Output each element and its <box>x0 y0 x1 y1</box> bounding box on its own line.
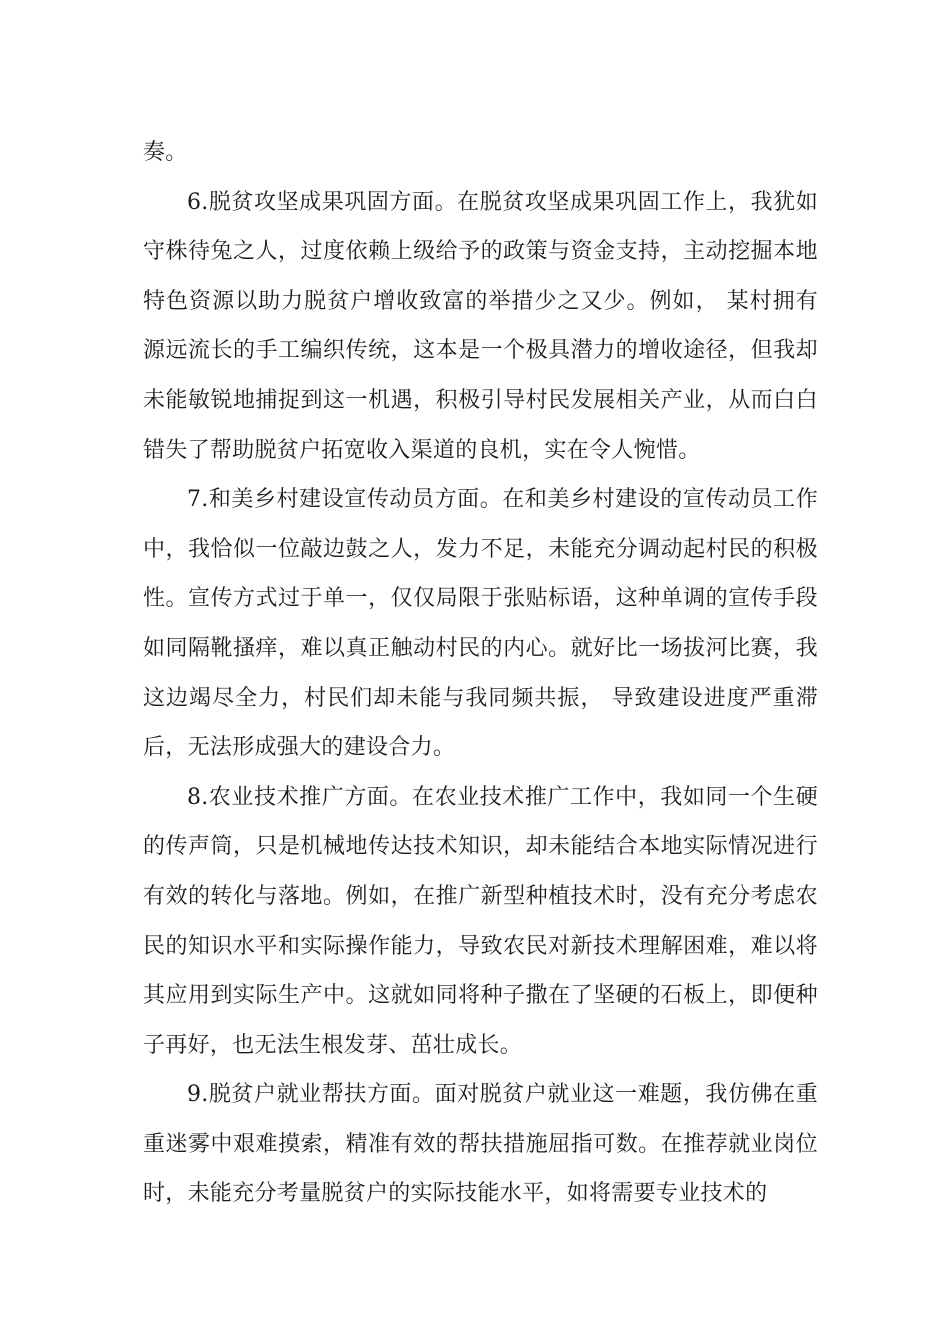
paragraph-8: 8.农业技术推广方面。在农业技术推广工作中，我如同一个生硬的传声筒，只是机械地传达技术知识，却未能结合本地实际情况进行有效的转化与落地。例如，在推广新型种植技术时，没有充分考虑农民的知识水平和实际操作能力，导致农民对新技术理解困难，难以将其应用到实际生产中。这就如同将种子撒在了坚硬的石板上，即便种子再好，也无法生根发芽、茁壮成长。 <box>143 784 818 1058</box>
paragraph-6: 6.脱贫攻坚成果巩固方面。在脱贫攻坚成果巩固工作上，我犹如守株待兔之人，过度依赖上级给予的政策与资金支持，主动挖掘本地特色资源以助力脱贫户增收致富的举措少之又少。例如， 某村拥有源远流长的手工编织传统，这本是一个极具潜力的增收途径，但我却未能敏锐地捕捉到这一机遇，积极引导村民发展相关产业，从而白白错失了帮助脱贫户拓宽收入渠道的良机，实在令人惋惜。 <box>143 189 818 463</box>
paragraph-continuation: 奏。 <box>143 140 188 165</box>
body-text <box>143 128 818 1219</box>
paragraph-7: 7.和美乡村建设宣传动员方面。在和美乡村建设的宣传动员工作中，我恰似一位敲边鼓之人，发力不足，未能充分调动起村民的积极性。宣传方式过于单一，仅仅局限于张贴标语，这种单调的宣传手段如同隔靴搔痒，难以真正触动村民的内心。就好比一场拔河比赛，我这边竭尽全力，村民们却未能与我同频共振， 导致建设进度严重滞后，无法形成强大的建设合力。 <box>143 487 818 761</box>
paragraph-9: 9.脱贫户就业帮扶方面。面对脱贫户就业这一难题，我仿佛在重重迷雾中艰难摸索，精准有效的帮扶措施屈指可数。在推荐就业岗位时，未能充分考量脱贫户的实际技能水平，如将需要专业技术的 <box>143 1082 818 1207</box>
